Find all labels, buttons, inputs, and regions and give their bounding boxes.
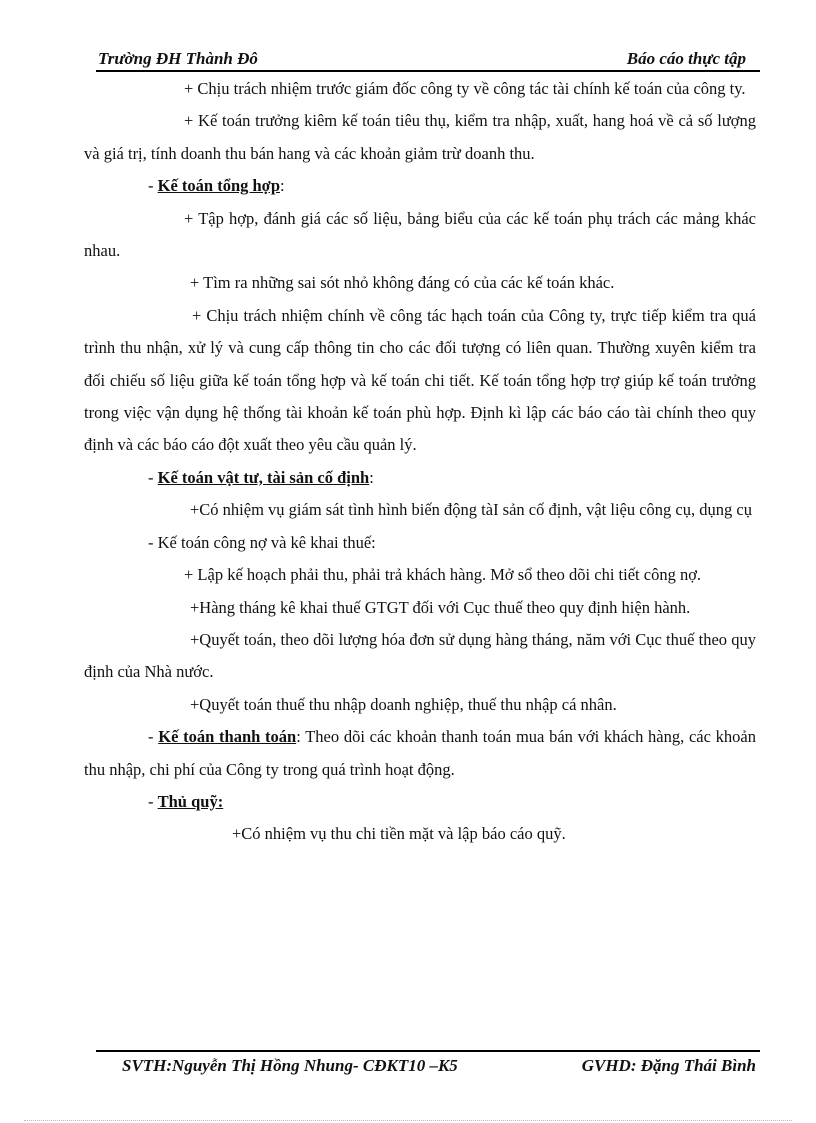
header-report-title: Báo cáo thực tập	[626, 49, 746, 68]
page-header	[96, 48, 760, 72]
paragraph: +Quyết toán thuế thu nhập doanh nghiệp, thuế thu nhập cá nhân.	[190, 694, 617, 714]
section-title: Kế toán tổng hợp	[157, 176, 280, 196]
page-footer	[96, 1050, 760, 1078]
section-title: Thủ quỹ:	[157, 791, 224, 811]
paragraph: + Chịu trách nhiệm trước giám đốc công ty về công tác tài chính kế toán của công ty.	[184, 79, 746, 98]
section-heading: - Kế toán tổng hợp:	[148, 176, 285, 196]
footer-student: SVTH:Nguyễn Thị Hồng Nhung- CĐKT10 –K5	[122, 1056, 458, 1075]
header-school: Trường ĐH Thành Đô	[98, 49, 258, 68]
section-heading: - Thủ quỹ:	[148, 791, 224, 811]
paragraph: +Hàng tháng kê khai thuế GTGT đối với Cục thuế theo quy định hiện hành.	[190, 597, 691, 617]
paragraph: +Có nhiệm vụ giám sát tình hình biến động tàI sản cố định, vật liệu công cụ, dụng cụ	[190, 500, 752, 520]
section-paragraph: - Kế toán thanh toán: Theo dõi các khoản thanh toán mua bán với khách hàng, các khoản thu nhập, chi phí của Công ty trong quá trình hoạt động.	[84, 727, 757, 779]
page-edge-divider	[24, 1120, 792, 1121]
section-heading: - Kế toán vật tư, tài sản cố định:	[148, 467, 374, 487]
section-title: Kế toán vật tư, tài sản cố định	[157, 467, 370, 487]
paragraph: + Chịu trách nhiệm chính về công tác hạch toán của Công ty, trực tiếp kiểm tra quá trình thu nhận, xử lý và cung cấp thông tin cho các đối tượng có liên quan. Thường xuyên kiểm tra đối chiếu số liệu giữa kế toán tổng hợp và kế toán chi tiết. Kế toán tổng hợp trợ giúp kế toán trưởng trong việc vận dụng hệ thống tài khoản kế toán phù hợp. Định kì lập các báo cáo tài chính theo quy định và các báo cáo đột xuất theo yêu cầu quản lý.	[84, 305, 756, 455]
section-heading: - Kế toán công nợ và kê khai thuế:	[148, 532, 376, 552]
paragraph: + Lập kế hoạch phải thu, phải trả khách hàng. Mở sổ theo dõi chi tiết công nợ.	[184, 565, 702, 585]
footer-advisor: GVHD: Đặng Thái Bình	[581, 1056, 756, 1075]
paragraph: + Tìm ra những sai sót nhỏ không đáng có của các kế toán khác.	[190, 273, 615, 293]
paragraph: +Có nhiệm vụ thu chi tiền mặt và lập báo cáo quỹ.	[232, 824, 566, 844]
section-title: Kế toán thanh toán	[158, 727, 297, 747]
paragraph: + Kế toán trưởng kiêm kế toán tiêu thụ, kiểm tra nhập, xuất, hang hoá về cả số lượng và giá trị, tính doanh thu bán hang và các khoản giảm trừ doanh thu.	[84, 111, 756, 163]
paragraph: +Quyết toán, theo dõi lượng hóa đơn sử dụng hàng tháng, năm với Cục thuế theo quy định của Nhà nước.	[84, 629, 756, 682]
paragraph: + Tập hợp, đánh giá các số liệu, bảng biểu của các kế toán phụ trách các mảng khác nhau.	[84, 208, 756, 261]
document-body	[84, 73, 756, 851]
